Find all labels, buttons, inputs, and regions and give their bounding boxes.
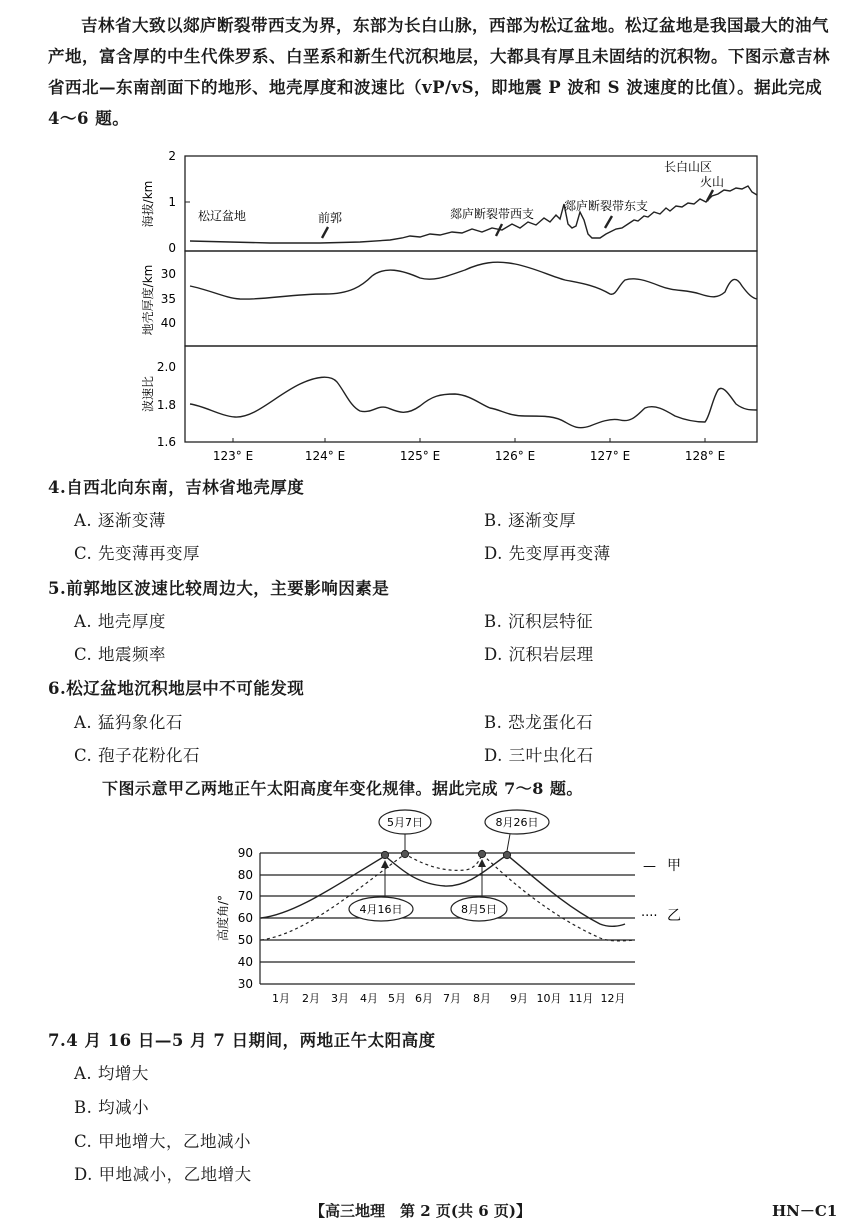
- crust-tick-40: 40: [160, 316, 176, 330]
- q6-option-b[interactable]: B. 恐龙蛋化石: [484, 713, 594, 732]
- profile-figure: [140, 148, 765, 470]
- x-tick-123: 123° E: [212, 449, 254, 463]
- alt-tick-50: 50: [237, 933, 253, 947]
- month-8: 8月: [473, 992, 491, 1005]
- paper-code: HN－C1: [772, 1202, 838, 1220]
- question-5: [48, 575, 389, 599]
- q7-option-c[interactable]: C. 甲地增大，乙地减小: [74, 1132, 252, 1151]
- elev-tick-1: 1: [168, 195, 176, 209]
- q5-option-c[interactable]: C. 地震频率: [74, 645, 167, 664]
- label-changbai: 长白山区: [664, 160, 713, 174]
- ratio-tick-1.6: 1.6: [156, 435, 176, 449]
- legend-jia-name: 甲: [667, 858, 681, 874]
- question-6: [48, 675, 304, 699]
- q4-option-d[interactable]: D. 先变厚再变薄: [484, 544, 611, 563]
- sun-altitude-figure: [215, 806, 695, 1016]
- elev-tick-2: 2: [168, 149, 176, 163]
- x-tick-128: 128° E: [684, 449, 726, 463]
- month-7: 7月: [443, 992, 461, 1005]
- month-4: 4月: [360, 992, 378, 1005]
- callout-apr16: 4月16日: [359, 903, 403, 916]
- x-tick-127: 127° E: [589, 449, 631, 463]
- q7-option-b[interactable]: B. 均减小: [74, 1098, 150, 1117]
- q6-option-d[interactable]: D. 三叶虫化石: [484, 746, 594, 765]
- month-10: 10月: [536, 992, 562, 1005]
- ratio-axis-label: 波速比: [141, 375, 155, 413]
- x-tick-125: 125° E: [399, 449, 441, 463]
- question-stem: 松辽盆地沉积地层中不可能发现: [66, 679, 305, 698]
- alt-tick-30: 30: [237, 977, 253, 991]
- crust-tick-30: 30: [160, 267, 176, 281]
- ratio-tick-2.0: 2.0: [156, 360, 176, 374]
- month-12: 12月: [600, 992, 626, 1005]
- month-11: 11月: [568, 992, 594, 1005]
- month-9: 9月: [510, 992, 528, 1005]
- callout-may7: 5月7日: [387, 816, 423, 829]
- q7-option-d[interactable]: D. 甲地减小，乙地增大: [74, 1165, 252, 1184]
- question-stem: 4 月 16 日—5 月 7 日期间，两地正午太阳高度: [66, 1031, 436, 1050]
- page-footer: 【高三地理 第 2 页(共 6 页)】: [310, 1202, 531, 1220]
- crust-panel: [185, 251, 757, 346]
- alt-tick-80: 80: [237, 868, 253, 882]
- legend-jia-symbol: —: [643, 859, 656, 874]
- alt-tick-60: 60: [237, 911, 253, 925]
- month-6: 6月: [415, 992, 433, 1005]
- q6-option-c[interactable]: C. 孢子花粉化石: [74, 746, 201, 765]
- question-stem: 自西北向东南，吉林省地壳厚度: [66, 478, 305, 497]
- month-1: 1月: [272, 992, 290, 1005]
- q4-option-b[interactable]: B. 逐渐变厚: [484, 511, 577, 530]
- legend-yi-name: 乙: [667, 908, 681, 924]
- crust-thickness-line: [190, 262, 757, 299]
- alt-tick-40: 40: [237, 955, 253, 969]
- altitude-axis-label: 高度角/°: [216, 894, 230, 942]
- q5-option-b[interactable]: B. 沉积层特征: [484, 612, 594, 631]
- month-2: 2月: [302, 992, 320, 1005]
- label-west-branch: 郯庐断裂带西支: [450, 207, 535, 221]
- question-number: 7.: [48, 1031, 67, 1050]
- question-7: [48, 1027, 436, 1051]
- elev-tick-0: 0: [168, 241, 176, 255]
- question-stem: 前郭地区波速比较周边大，主要影响因素是: [66, 579, 390, 598]
- month-3: 3月: [331, 992, 349, 1005]
- question-number: 6.: [48, 679, 67, 698]
- intro-paragraph-2: 下图示意甲乙两地正午太阳高度年变化规律。据此完成 7～8 题。: [102, 779, 583, 798]
- q4-option-a[interactable]: A. 逐渐变薄: [74, 511, 166, 530]
- wave-ratio-line: [190, 377, 757, 427]
- curve-yi: [261, 854, 635, 941]
- question-number: 4.: [48, 478, 67, 497]
- alt-tick-70: 70: [237, 889, 253, 903]
- crust-axis-label: 地壳厚度/km: [141, 264, 155, 336]
- ratio-tick-1.8: 1.8: [156, 398, 176, 412]
- elev-axis-label: 海拔/km: [141, 180, 155, 228]
- month-5: 5月: [388, 992, 406, 1005]
- q7-option-a[interactable]: A. 均增大: [74, 1064, 149, 1083]
- q5-option-d[interactable]: D. 沉积岩层理: [484, 645, 594, 664]
- q5-option-a[interactable]: A. 地壳厚度: [74, 612, 166, 631]
- label-basin: 松辽盆地: [198, 209, 247, 223]
- label-qianguo: 前郭: [318, 211, 343, 225]
- intro-paragraph-1: 吉林省大致以郯庐断裂带西支为界，东部为长白山脉，西部为松辽盆地。松辽盆地是我国最大的油气产地，富含厚的中生代侏罗系、白垩系和新生代沉积地层，大都具有厚且未固结的沉积物。下图示意吉林省西北—东南剖面下的地形、地壳厚度和波速比（vP/vS，即地震 P 波和 S 波速度的比值）。据此完成 4～6 题。: [48, 16, 830, 128]
- callout-aug5: 8月5日: [461, 903, 497, 916]
- ratio-panel: [185, 346, 757, 442]
- q4-option-c[interactable]: C. 先变薄再变厚: [74, 544, 201, 563]
- alt-tick-90: 90: [237, 846, 253, 860]
- question-number: 5.: [48, 579, 67, 598]
- x-tick-124: 124° E: [304, 449, 346, 463]
- curve-jia: [261, 855, 625, 926]
- callout-aug26: 8月26日: [495, 816, 539, 829]
- x-tick-126: 126° E: [494, 449, 536, 463]
- crust-tick-35: 35: [160, 292, 176, 306]
- question-4: [48, 474, 304, 498]
- label-volcano: 火山: [700, 175, 725, 189]
- q6-option-a[interactable]: A. 猛犸象化石: [74, 713, 183, 732]
- legend-yi-symbol: ····: [641, 909, 658, 924]
- label-east-branch: 郯庐断裂带东支: [564, 199, 649, 213]
